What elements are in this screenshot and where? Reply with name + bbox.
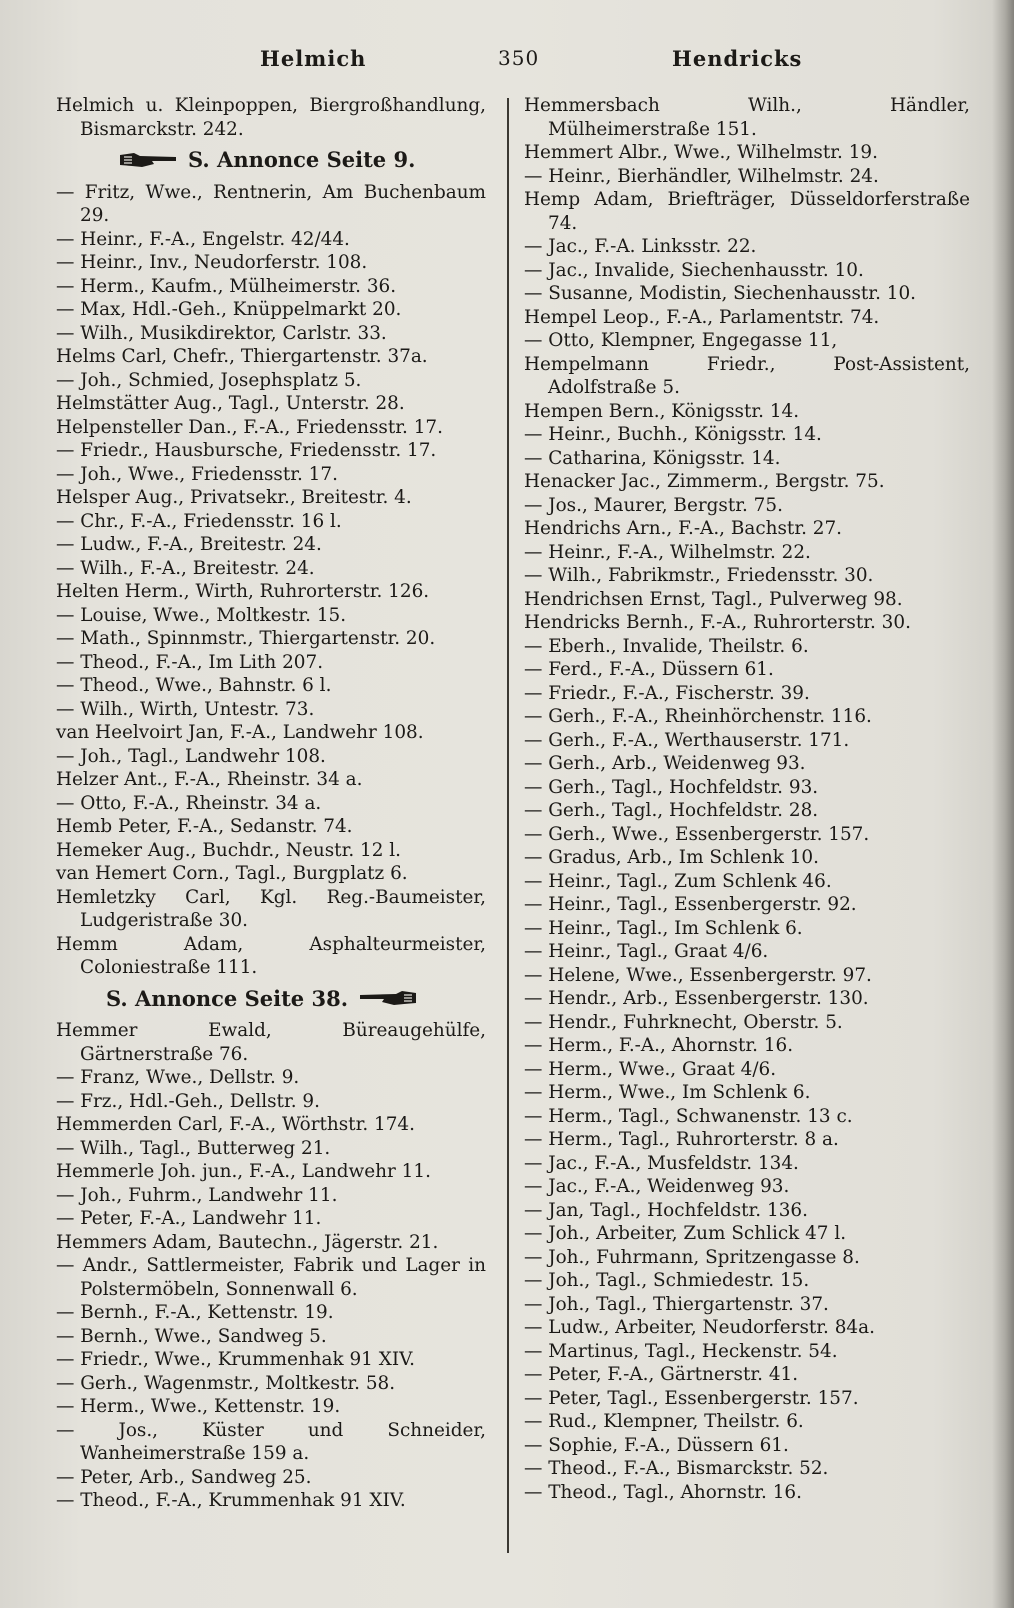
directory-entry: Helsper Aug., Privatsekr., Breitestr. 4.	[56, 487, 412, 508]
directory-entry: — Friedr., F.-A., Fischerstr. 39.	[524, 682, 810, 704]
directory-entry: — Math., Spinnmstr., Thiergartenstr. 20.	[56, 628, 436, 649]
directory-entry: — Jan, Tagl., Hochfeldstr. 136.	[524, 1199, 808, 1221]
directory-entry: Hemmerle Joh. jun., F.-A., Landwehr 11.	[56, 1161, 431, 1182]
directory-entry: — Jac., F.-A., Musfeldstr. 134.	[524, 1152, 799, 1174]
directory-entry: — Jos., Küster und Schneider, Wanheimerstraße 159 a.	[56, 1419, 486, 1464]
directory-entry: Helms Carl, Chefr., Thiergartenstr. 37a.	[56, 346, 428, 367]
directory-entry: — Joh., Schmied, Josephsplatz 5.	[56, 369, 362, 391]
directory-entry: — Wilh., Tagl., Butterweg 21.	[56, 1137, 331, 1159]
directory-entry: — Herm., Wwe., Graat 4/6.	[524, 1058, 777, 1080]
directory-entry: — Theod., F.-A., Im Lith 207.	[56, 651, 324, 673]
directory-entry: — Ferd., F.-A., Düssern 61.	[524, 659, 774, 680]
advertisement-reference-text: S. Annonce Seite 9.	[188, 147, 416, 172]
directory-entry: — Joh., Tagl., Landwehr 108.	[56, 745, 326, 767]
directory-entry: Hempen Bern., Königsstr. 14.	[524, 400, 800, 422]
directory-entry: — Gerh., Wwe., Essenbergerstr. 157.	[524, 823, 870, 845]
directory-entry: Hempelmann Friedr., Post-Assistent, Adolfstraße 5.	[524, 353, 970, 398]
directory-entry: — Peter, F.-A., Gärtnerstr. 41.	[524, 1364, 799, 1385]
directory-entry: Hemletzky Carl, Kgl. Reg.-Baumeister, Ludgeristraße 30.	[56, 886, 486, 931]
right-column	[524, 94, 970, 1504]
directory-entry: van Heelvoirt Jan, F.-A., Landwehr 108.	[56, 722, 424, 743]
directory-entry: — Herm., Wwe., Im Schlenk 6.	[524, 1082, 811, 1103]
directory-entry: — Fritz, Wwe., Rentnerin, Am Buchenbaum 29.	[56, 181, 486, 226]
directory-entry: — Heinr., Buchh., Königsstr. 14.	[524, 424, 822, 445]
directory-entry: — Herm., Kaufm., Mülheimerstr. 36.	[56, 275, 397, 297]
directory-entry: — Gerh., Tagl., Hochfeldstr. 93.	[524, 776, 819, 798]
directory-entry: — Bernh., F.-A., Kettenstr. 19.	[56, 1302, 334, 1323]
left-column	[56, 94, 486, 1513]
directory-entry: — Joh., Tagl., Thiergartenstr. 37.	[524, 1293, 829, 1315]
directory-entry: — Frz., Hdl.-Geh., Dellstr. 9.	[56, 1090, 320, 1112]
directory-entry: — Peter, Arb., Sandweg 25.	[56, 1466, 312, 1488]
directory-entry: — Friedr., Hausbursche, Friedensstr. 17.	[56, 440, 437, 461]
directory-entry: — Helene, Wwe., Essenbergerstr. 97.	[524, 964, 872, 986]
directory-entry: — Herm., Tagl., Schwanenstr. 13 c.	[524, 1105, 853, 1127]
directory-entry: — Rud., Klempner, Theilstr. 6.	[524, 1411, 804, 1432]
directory-entry: — Theod., Tagl., Ahornstr. 16.	[524, 1481, 802, 1503]
directory-entry: — Wilh., Musikdirektor, Carlstr. 33.	[56, 322, 387, 344]
directory-entry: — Gerh., F.-A., Werthauserstr. 171.	[524, 729, 850, 751]
directory-entry: Hendrichs Arn., F.-A., Bachstr. 27.	[524, 518, 843, 539]
directory-entry: — Gerh., Arb., Weidenweg 93.	[524, 753, 806, 774]
directory-entry: — Louise, Wwe., Moltkestr. 15.	[56, 604, 347, 626]
directory-entry: Hendricks Bernh., F.-A., Ruhrorterstr. 30.	[524, 612, 911, 633]
directory-entry: — Catharina, Königsstr. 14.	[524, 447, 781, 469]
pointing-hand-icon	[358, 989, 418, 1007]
directory-entry: — Joh., Fuhrmann, Spritzengasse 8.	[524, 1246, 860, 1268]
directory-entry: — Joh., Tagl., Schmiedestr. 15.	[524, 1270, 810, 1291]
directory-entry: — Otto, Klempner, Engegasse 11,	[524, 330, 838, 351]
directory-entry: Hemmersbach Wilh., Händler, Mülheimerstraße 151.	[524, 95, 970, 140]
directory-entry: Hemmert Albr., Wwe., Wilhelmstr. 19.	[524, 142, 878, 163]
directory-entry: Helten Herm., Wirth, Ruhrorterstr. 126.	[56, 581, 430, 602]
directory-entry: Hemp Adam, Briefträger, Düsseldorferstraße 74.	[524, 189, 970, 234]
directory-entry: — Jac., Invalide, Siechenhausstr. 10.	[524, 259, 864, 281]
directory-entry: Hemmer Ewald, Büreaugehülfe, Gärtnerstraße 76.	[56, 1020, 486, 1065]
directory-entry: — Joh., Fuhrm., Landwehr 11.	[56, 1184, 338, 1206]
directory-entry: Hemm Adam, Asphalteurmeister, Coloniestraße 111.	[56, 933, 486, 978]
directory-entry: — Theod., F.-A., Bismarckstr. 52.	[524, 1458, 829, 1479]
directory-entry: Hempel Leop., F.-A., Parlamentstr. 74.	[524, 306, 880, 328]
directory-entry: Hemeker Aug., Buchdr., Neustr. 12 l.	[56, 839, 402, 861]
directory-entry: — Martinus, Tagl., Heckenstr. 54.	[524, 1340, 838, 1362]
directory-entry: — Herm., F.-A., Ahornstr. 16.	[524, 1035, 794, 1056]
directory-entry: — Wilh., F.-A., Breitestr. 24.	[56, 557, 315, 579]
directory-entry: — Herm., Tagl., Ruhrorterstr. 8 a.	[524, 1129, 839, 1150]
directory-entry: — Heinr., F.-A., Engelstr. 42/44.	[56, 228, 350, 250]
directory-entry: — Friedr., Wwe., Krummenhak 91 XIV.	[56, 1349, 415, 1370]
directory-entry: — Gerh., Wagenmstr., Moltkestr. 58.	[56, 1372, 396, 1394]
directory-entry: — Theod., Wwe., Bahnstr. 6 l.	[56, 675, 332, 696]
page-number: 350	[498, 46, 540, 70]
directory-entry: — Ludw., Arbeiter, Neudorferstr. 84a.	[524, 1317, 875, 1338]
directory-entry: Hemmerden Carl, F.-A., Wörthstr. 174.	[56, 1114, 415, 1135]
directory-entry: — Theod., F.-A., Krummenhak 91 XIV.	[56, 1490, 406, 1511]
page-header	[50, 46, 980, 80]
directory-entry: — Wilh., Fabrikmstr., Friedensstr. 30.	[524, 565, 874, 586]
directory-entry: — Joh., Wwe., Friedensstr. 17.	[56, 463, 338, 485]
directory-entry: — Gerh., Tagl., Hochfeldstr. 28.	[524, 800, 819, 821]
directory-entry: — Peter, F.-A., Landwehr 11.	[56, 1208, 322, 1229]
advertisement-reference	[56, 987, 486, 1011]
directory-entry: — Joh., Arbeiter, Zum Schlick 47 l.	[524, 1223, 847, 1244]
directory-entry: — Jos., Maurer, Bergstr. 75.	[524, 494, 783, 516]
directory-entry: — Heinr., Bierhändler, Wilhelmstr. 24.	[524, 165, 879, 187]
directory-entry: — Herm., Wwe., Kettenstr. 19.	[56, 1396, 341, 1417]
directory-entry: Hendrichsen Ernst, Tagl., Pulverweg 98.	[524, 588, 903, 610]
directory-entry: — Otto, F.-A., Rheinstr. 34 a.	[56, 792, 322, 814]
header-right-catchword: Hendricks	[672, 46, 803, 71]
directory-entry: — Heinr., Tagl., Graat 4/6.	[524, 941, 769, 962]
directory-entry: — Eberh., Invalide, Theilstr. 6.	[524, 635, 809, 657]
directory-entry: van Hemert Corn., Tagl., Burgplatz 6.	[56, 863, 408, 884]
pointing-hand-icon	[118, 151, 178, 169]
directory-entry: — Wilh., Wirth, Untestr. 73.	[56, 698, 315, 720]
directory-entry: — Heinr., Tagl., Essenbergerstr. 92.	[524, 894, 857, 915]
page-edge-shadow	[992, 0, 1014, 1608]
directory-entry: — Chr., F.-A., Friedensstr. 16 l.	[56, 510, 342, 532]
directory-entry: — Gerh., F.-A., Rheinhörchenstr. 116.	[524, 706, 872, 727]
directory-entry: — Gradus, Arb., Im Schlenk 10.	[524, 847, 819, 868]
directory-entry: Henacker Jac., Zimmerm., Bergstr. 75.	[524, 471, 885, 492]
directory-entry: Helmstätter Aug., Tagl., Unterstr. 28.	[56, 393, 405, 414]
directory-entry: Helzer Ant., F.-A., Rheinstr. 34 a.	[56, 769, 363, 790]
directory-entry: — Sophie, F.-A., Düssern 61.	[524, 1434, 789, 1456]
directory-entry: Helpensteller Dan., F.-A., Friedensstr. 17.	[56, 416, 443, 438]
directory-entry: — Heinr., Inv., Neudorferstr. 108.	[56, 252, 368, 273]
directory-entry: — Hendr., Arb., Essenbergerstr. 130.	[524, 988, 869, 1009]
directory-entry: — Susanne, Modistin, Siechenhausstr. 10.	[524, 283, 917, 304]
header-left-catchword: Helmich	[260, 46, 367, 71]
advertisement-reference-text: S. Annonce Seite 38.	[106, 985, 349, 1011]
directory-entry: — Franz, Wwe., Dellstr. 9.	[56, 1067, 300, 1088]
directory-entry: — Heinr., Tagl., Zum Schlenk 46.	[524, 870, 832, 892]
directory-entry: — Jac., F.-A. Linksstr. 22.	[524, 236, 757, 257]
directory-entry: Hemb Peter, F.-A., Sedanstr. 74.	[56, 816, 353, 837]
directory-entry: — Heinr., Tagl., Im Schlenk 6.	[524, 917, 803, 939]
directory-entry: Helmich u. Kleinpoppen, Biergroßhandlung, Bismarckstr. 242.	[56, 95, 486, 140]
directory-entry: — Peter, Tagl., Essenbergerstr. 157.	[524, 1387, 859, 1409]
directory-entry: — Heinr., F.-A., Wilhelmstr. 22.	[524, 541, 811, 563]
directory-entry: — Hendr., Fuhrknecht, Oberstr. 5.	[524, 1011, 843, 1033]
column-divider	[507, 98, 509, 1553]
advertisement-reference	[56, 148, 486, 172]
directory-entry: Hemmers Adam, Bautechn., Jägerstr. 21.	[56, 1231, 439, 1253]
directory-entry: — Bernh., Wwe., Sandweg 5.	[56, 1325, 327, 1347]
directory-entry: — Max, Hdl.-Geh., Knüppelmarkt 20.	[56, 299, 402, 320]
directory-entry: — Jac., F.-A., Weidenweg 93.	[524, 1176, 790, 1197]
directory-entry: — Andr., Sattlermeister, Fabrik und Lager in Polstermöbeln, Sonnenwall 6.	[56, 1255, 486, 1300]
directory-entry: — Ludw., F.-A., Breitestr. 24.	[56, 534, 322, 555]
